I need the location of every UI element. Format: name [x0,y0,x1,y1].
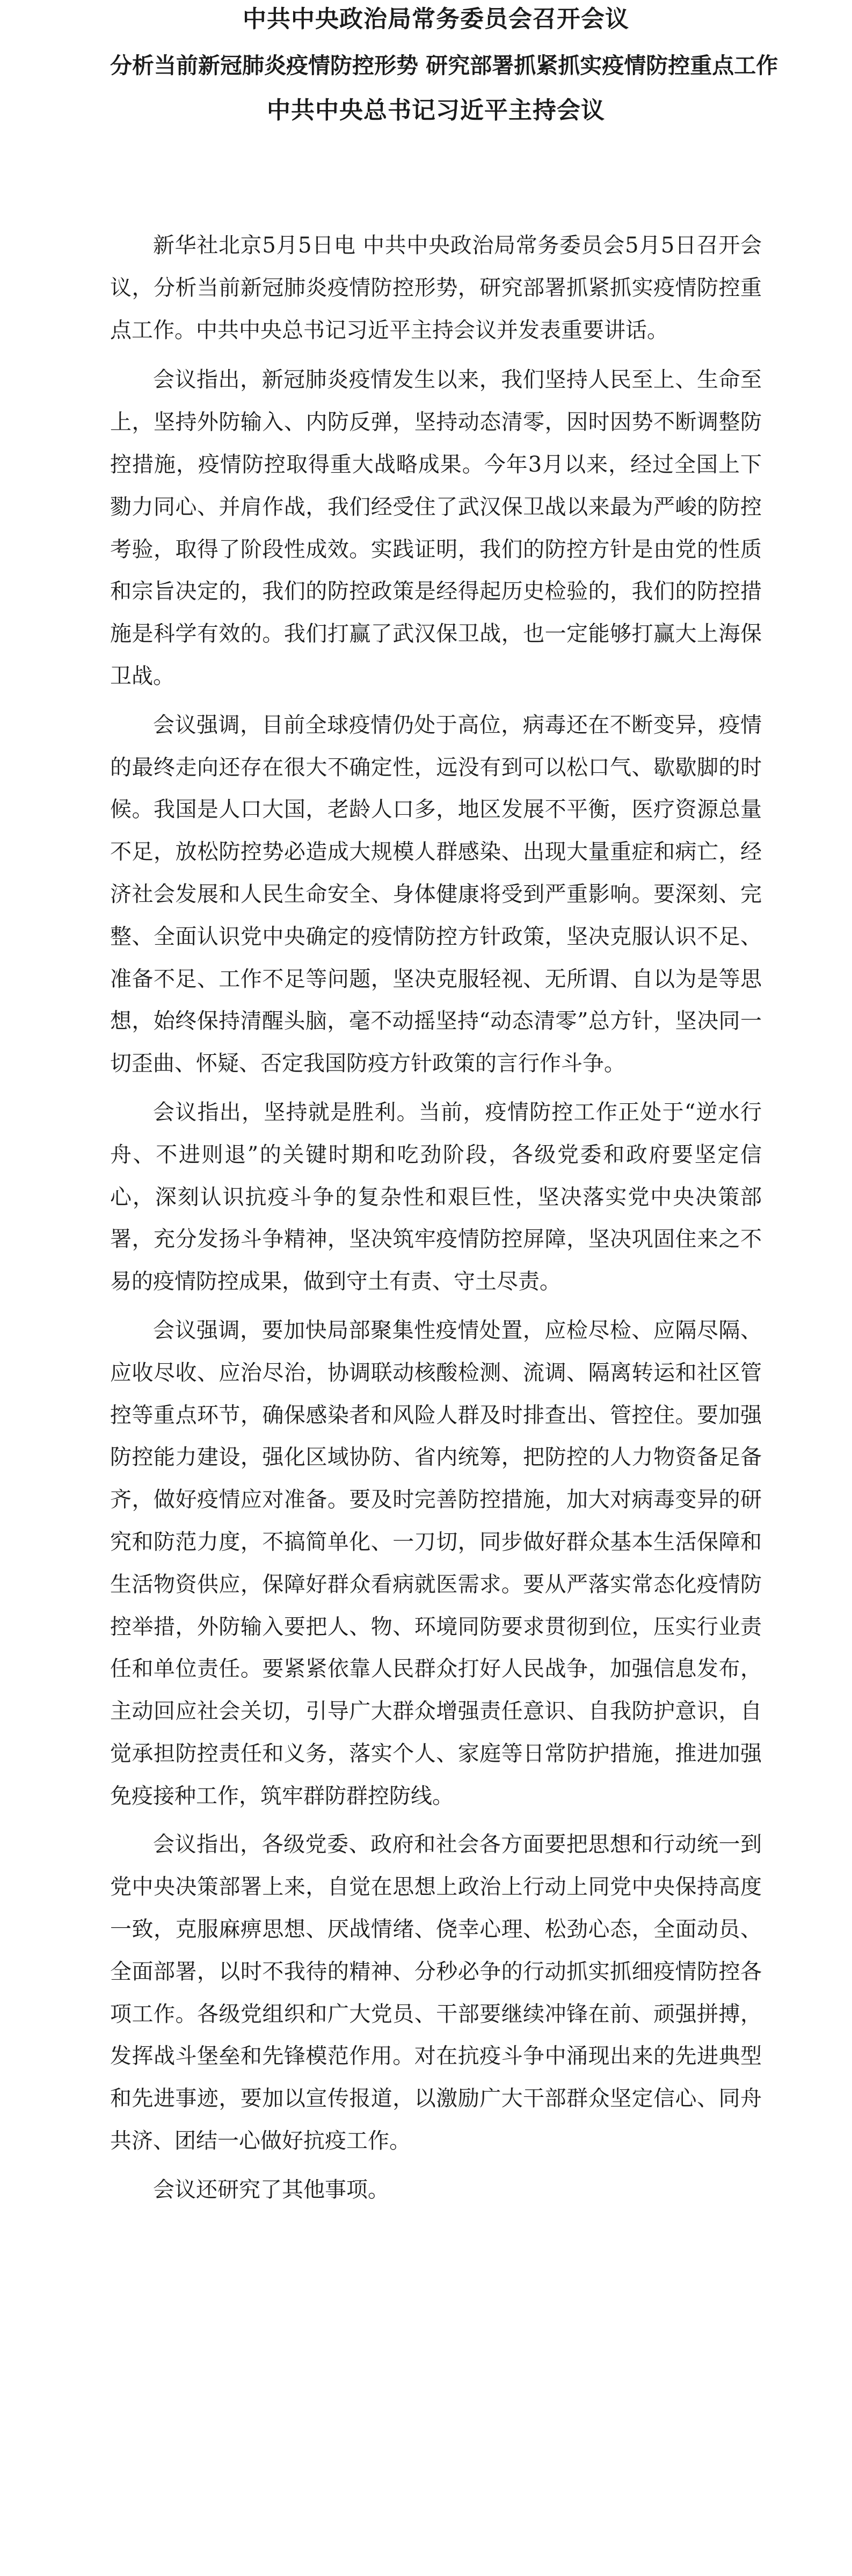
headline-main: 中共中央政治局常务委员会召开会议 [243,5,629,33]
headline-subtitle: 分析当前新冠肺炎疫情防控形势 研究部署抓紧抓实疫情防控重点工作 [110,53,778,78]
article-paragraph: 会议指出，新冠肺炎疫情发生以来，我们坚持人民至上、生命至上，坚持外防输入、内防反弹，坚持动态清零，因时因势不断调整防控措施，疫情防控取得重大战略成果。今年3月以来，经过全国上下勠力同心、并肩作战，我们经受住了武汉保卫战以来最为严峻的防控考验，取得了阶段性成效。实践证明，我们的防控方针是由党的性质和宗旨决定的，我们的防控政策是经得起历史检验的，我们的防控措施是科学有效的。我们打赢了武汉保卫战，也一定能够打赢大上海保卫战。 [110,367,762,689]
lead-text: 中共中央政治局常务委员会5月5日召开会议，分析当前新冠肺炎疫情防控形势，研究部署抓紧抓实疫情防控重点工作。中共中央总书记习近平主持会议并发表重要讲话。 [110,233,762,343]
article-paragraph: 会议指出，坚持就是胜利。当前，疫情防控工作正处于“逆水行舟、不进则退”的关键时期和吃劲阶段，各级党委和政府要坚定信心，深刻认识抗疫斗争的复杂性和艰巨性，坚决落实党中央决策部署，充分发扬斗争精神，坚决筑牢疫情防控屏障，坚决巩固住来之不易的疫情防控成果，做到守土有责、守土尽责。 [110,1099,762,1294]
headline-byline-title: 中共中央总书记习近平主持会议 [267,97,605,124]
article-paragraph: 会议强调，目前全球疫情仍处于高位，病毒还在不断变异，疫情的最终走向还存在很大不确定性，远没有到可以松口气、歇歇脚的时候。我国是人口大国，老龄人口多，地区发展不平衡，医疗资源总量不足，放松防控势必造成大规模人群感染、出现大量重症和病亡，经济社会发展和人民生命安全、身体健康将受到严重影响。要深刻、完整、全面认识党中央确定的疫情防控方针政策，坚决克服认识不足、准备不足、工作不足等问题，坚决克服轻视、无所谓、自以为是等思想，始终保持清醒头脑，毫不动摇坚持“动态清零”总方针，坚决同一切歪曲、怀疑、否定我国防疫方针政策的言行作斗争。 [110,712,762,1076]
article-paragraph: 会议指出，各级党委、政府和社会各方面要把思想和行动统一到党中央决策部署上来，自觉在思想上政治上行动上同党中央保持高度一致，克服麻痹思想、厌战情绪、侥幸心理、松劲心态，全面动员、全面部署，以时不我待的精神、分秒必争的行动抓实抓细疫情防控各项工作。各级党组织和广大党员、干部要继续冲锋在前、顽强拼搏，发挥战斗堡垒和先锋模范作用。对在抗疫斗争中涌现出来的先进典型和先进事迹，要加以宣传报道，以激励广大干部群众坚定信心、同舟共济、团结一心做好抗疫工作。 [110,1832,762,2154]
dateline: 新华社北京5月5日电 [153,233,356,258]
article-body [110,225,762,2211]
article-paragraph: 会议强调，要加快局部聚集性疫情处置，应检尽检、应隔尽隔、应收尽收、应治尽治，协调联动核酸检测、流调、隔离转运和社区管控等重点环节，确保感染者和风险人群及时排查出、管控住。要加强防控能力建设，强化区域协防、省内统筹，把防控的人力物资备足备齐，做好疫情应对准备。要及时完善防控措施，加大对病毒变异的研究和防范力度，不搞简单化、一刀切，同步做好群众基本生活保障和生活物资供应，保障好群众看病就医需求。要从严落实常态化疫情防控举措，外防输入要把人、物、环境同防要求贯彻到位，压实行业责任和单位责任。要紧紧依靠人民群众打好人民战争，加强信息发布，主动回应社会关切，引导广大群众增强责任意识、自我防护意识，自觉承担防控责任和义务，落实个人、家庭等日常防护措施，推进加强免疫接种工作，筑牢群防群控防线。 [110,1318,762,1808]
article-paragraph-closing: 会议还研究了其他事项。 [153,2177,389,2202]
article-paragraph-lead [110,225,762,351]
